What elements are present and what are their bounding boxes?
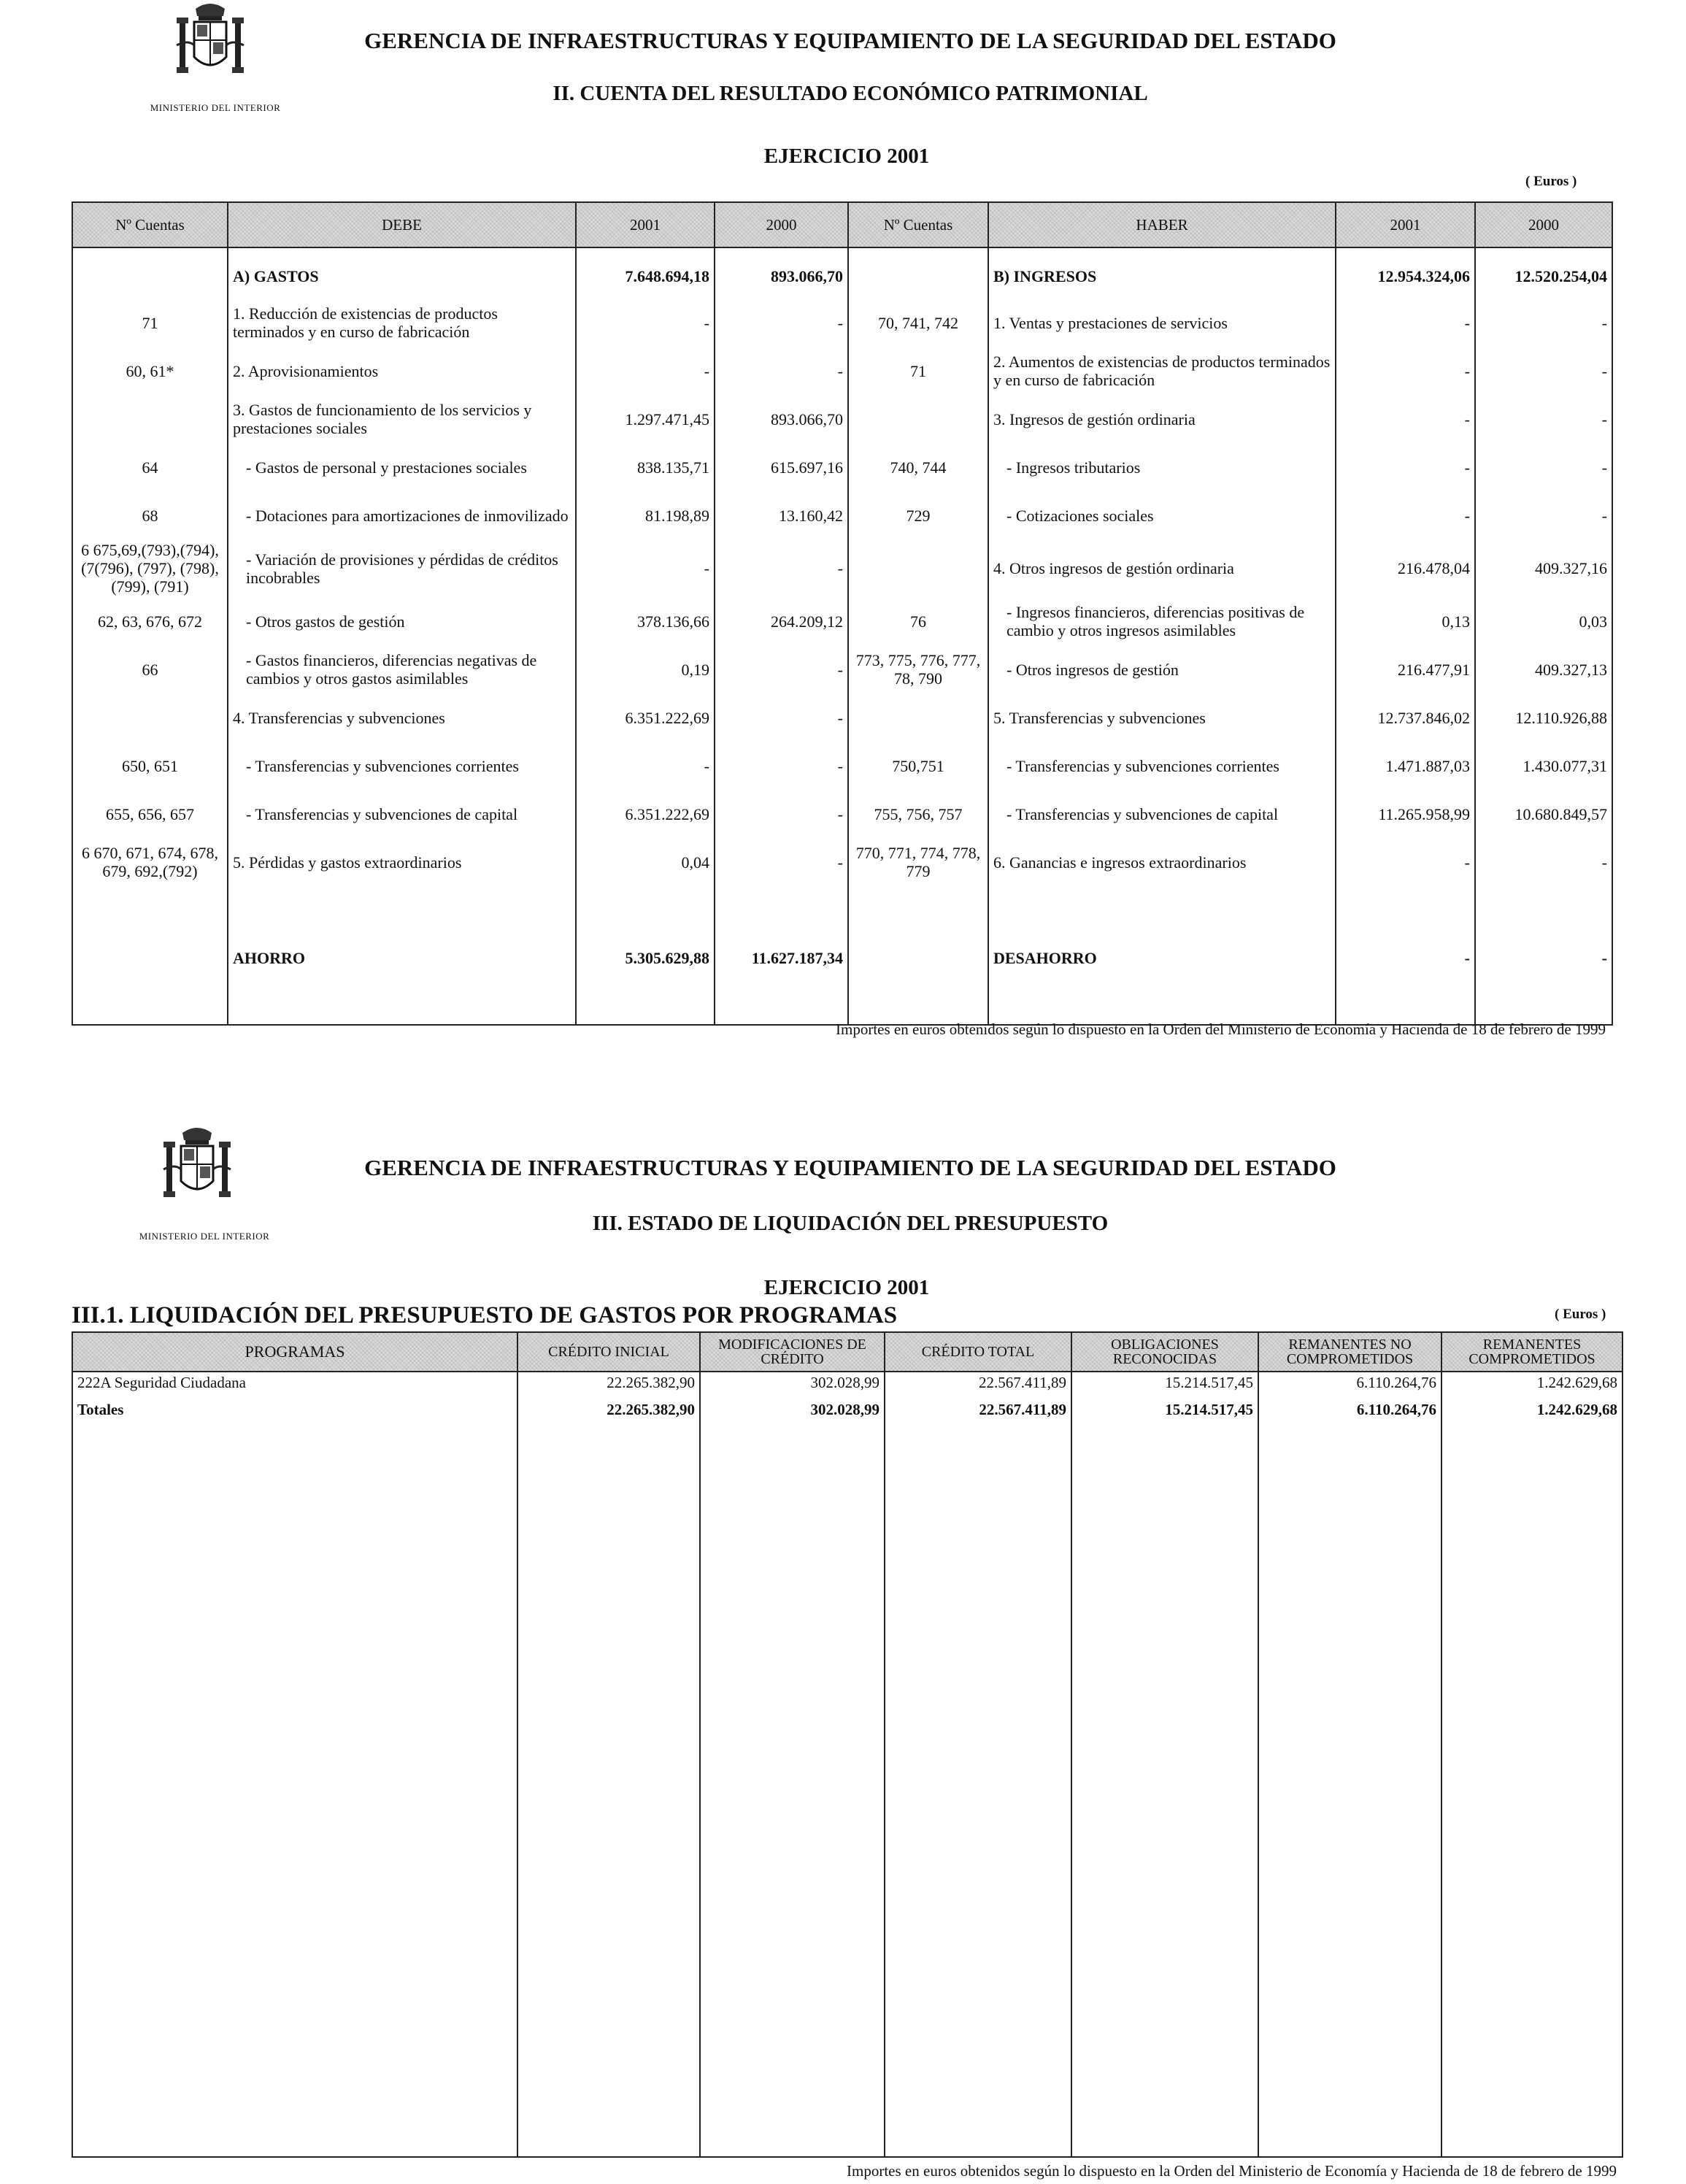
cell-debe-accounts <box>72 886 228 1025</box>
cell-debe-accounts: 62, 63, 676, 672 <box>72 597 228 645</box>
cell-haber-2001: - <box>1336 347 1475 395</box>
cell-debe-2000: 11.627.187,34 <box>715 886 848 1025</box>
cell-debe-2000: 893.066,70 <box>715 395 848 443</box>
section1-unit: ( Euros ) <box>1525 174 1577 189</box>
cell-haber-2000: 0,03 <box>1475 597 1612 645</box>
cell-haber-accounts: 770, 771, 774, 778, 779 <box>848 838 988 886</box>
cell-debe-concept: - Otros gastos de gestión <box>228 597 576 645</box>
cell-haber-concept: - Transferencias y subvenciones corrientes <box>988 742 1336 790</box>
cell-debe-accounts: 66 <box>72 645 228 693</box>
cell-debe-accounts <box>72 693 228 742</box>
cell-haber-concept: B) INGRESOS <box>988 247 1336 299</box>
cell-debe-concept: - Gastos de personal y prestaciones sociales <box>228 443 576 491</box>
cell-haber-2001: 12.954.324,06 <box>1336 247 1475 299</box>
table-row <box>72 838 1612 886</box>
table-row <box>72 491 1612 539</box>
col-header-obligaciones: OBLIGACIONES RECONOCIDAS <box>1071 1332 1258 1372</box>
coat-of-arms-emblem <box>166 0 254 91</box>
section2-exercise: EJERCICIO 2001 <box>763 1276 930 1299</box>
col-header-debe-2001: 2001 <box>576 202 715 247</box>
cell-debe-2001: 838.135,71 <box>576 443 715 491</box>
cell-debe-2000: - <box>715 347 848 395</box>
col-header-haber-2001: 2001 <box>1336 202 1475 247</box>
empty-cell <box>700 1427 885 2157</box>
cell-debe-concept: - Transferencias y subvenciones corrientes <box>228 742 576 790</box>
cell-debe-accounts: 60, 61* <box>72 347 228 395</box>
cell-debe-concept: A) GASTOS <box>228 247 576 299</box>
cell-debe-2001: - <box>576 539 715 597</box>
cell-haber-2001: 216.477,91 <box>1336 645 1475 693</box>
cell-haber-concept: - Ingresos tributarios <box>988 443 1336 491</box>
cell-programa: 222A Seguridad Ciudadana <box>72 1372 517 1399</box>
cell-haber-accounts <box>848 693 988 742</box>
cell-debe-2001: - <box>576 347 715 395</box>
table-row <box>72 539 1612 597</box>
cell-haber-2001: - <box>1336 491 1475 539</box>
empty-cell <box>1071 1427 1258 2157</box>
org-title: GERENCIA DE INFRAESTRUCTURAS Y EQUIPAMIENTO DE LA SEGURIDAD DEL ESTADO <box>364 1155 1336 1180</box>
coat-of-arms-emblem <box>153 1124 241 1215</box>
col-header-haber-accounts: Nº Cuentas <box>848 202 988 247</box>
cell-debe-2001: 81.198,89 <box>576 491 715 539</box>
table-row <box>72 1372 1623 1399</box>
table-row <box>72 790 1612 838</box>
cell-haber-accounts <box>848 247 988 299</box>
col-header-debe-accounts: Nº Cuentas <box>72 202 228 247</box>
col-header-programas: PROGRAMAS <box>72 1332 517 1372</box>
col-header-remanentes-comprometidos: REMANENTES COMPROMETIDOS <box>1441 1332 1623 1372</box>
table-row <box>72 299 1612 347</box>
cell-debe-accounts: 650, 651 <box>72 742 228 790</box>
cell-haber-concept: - Transferencias y subvenciones de capital <box>988 790 1336 838</box>
cell-debe-concept: 2. Aprovisionamientos <box>228 347 576 395</box>
cell-remanentes-comprometidos: 1.242.629,68 <box>1441 1399 1623 1427</box>
cell-haber-concept: - Cotizaciones sociales <box>988 491 1336 539</box>
cell-remanentes-no-comprometidos: 6.110.264,76 <box>1258 1372 1441 1399</box>
col-header-modificaciones: MODIFICACIONES DE CRÉDITO <box>700 1332 885 1372</box>
table-row <box>72 443 1612 491</box>
cell-haber-2000: 1.430.077,31 <box>1475 742 1612 790</box>
cell-haber-2001: - <box>1336 443 1475 491</box>
cell-haber-accounts <box>848 886 988 1025</box>
cell-haber-2001: - <box>1336 299 1475 347</box>
budget-liquidation-table <box>72 1331 1623 2158</box>
cell-obligaciones: 15.214.517,45 <box>1071 1399 1258 1427</box>
cell-debe-accounts <box>72 395 228 443</box>
cell-debe-2000: - <box>715 539 848 597</box>
result-account-table <box>72 201 1613 1026</box>
cell-haber-concept: 5. Transferencias y subvenciones <box>988 693 1336 742</box>
cell-debe-2001: 7.648.694,18 <box>576 247 715 299</box>
section1-footnote: Importes en euros obtenidos según lo dispuesto en la Orden del Ministerio de Economía y Hacienda de 18 de febrero de 1999 <box>836 1020 1606 1038</box>
cell-credito-total: 22.567.411,89 <box>885 1399 1071 1427</box>
cell-haber-accounts <box>848 539 988 597</box>
cell-debe-concept: 1. Reducción de existencias de productos terminados y en curso de fabricación <box>228 299 576 347</box>
col-header-debe-2000: 2000 <box>715 202 848 247</box>
cell-haber-2000: - <box>1475 886 1612 1025</box>
cell-debe-2001: - <box>576 742 715 790</box>
col-header-haber-2000: 2000 <box>1475 202 1612 247</box>
table-row <box>72 347 1612 395</box>
cell-debe-accounts: 64 <box>72 443 228 491</box>
section2-title: III. ESTADO DE LIQUIDACIÓN DEL PRESUPUESTO <box>592 1212 1109 1235</box>
table-row <box>72 1399 1623 1427</box>
cell-haber-concept: - Otros ingresos de gestión <box>988 645 1336 693</box>
cell-debe-concept: - Gastos financieros, diferencias negativas de cambios y otros gastos asimilables <box>228 645 576 693</box>
section2-footnote: Importes en euros obtenidos según lo dispuesto en la Orden del Ministerio de Economía y Hacienda de 18 de febrero de 1999 <box>847 2162 1617 2180</box>
empty-cell <box>885 1427 1071 2157</box>
cell-haber-2001: - <box>1336 395 1475 443</box>
cell-debe-concept: 4. Transferencias y subvenciones <box>228 693 576 742</box>
col-header-haber: HABER <box>988 202 1336 247</box>
col-header-remanentes-no-comprometidos: REMANENTES NO COMPROMETIDOS <box>1258 1332 1441 1372</box>
cell-haber-concept: 6. Ganancias e ingresos extraordinarios <box>988 838 1336 886</box>
col-header-debe: DEBE <box>228 202 576 247</box>
cell-credito-inicial: 22.265.382,90 <box>517 1399 700 1427</box>
cell-haber-accounts <box>848 395 988 443</box>
ministry-label: MINISTERIO DEL INTERIOR <box>139 1231 270 1242</box>
col-header-credito-inicial: CRÉDITO INICIAL <box>517 1332 700 1372</box>
cell-debe-concept: - Transferencias y subvenciones de capital <box>228 790 576 838</box>
cell-haber-accounts: 70, 741, 742 <box>848 299 988 347</box>
cell-debe-accounts: 6 670, 671, 674, 678, 679, 692,(792) <box>72 838 228 886</box>
section2-unit: ( Euros ) <box>1555 1307 1606 1322</box>
cell-debe-2000: - <box>715 299 848 347</box>
table-filler-row <box>72 1427 1623 2157</box>
cell-debe-2000: - <box>715 693 848 742</box>
cell-debe-2000: - <box>715 838 848 886</box>
cell-debe-concept: AHORRO <box>228 886 576 1025</box>
cell-debe-2001: 5.305.629,88 <box>576 886 715 1025</box>
cell-haber-accounts: 773, 775, 776, 777, 78, 790 <box>848 645 988 693</box>
cell-debe-concept: 5. Pérdidas y gastos extraordinarios <box>228 838 576 886</box>
cell-debe-2000: 893.066,70 <box>715 247 848 299</box>
table-row <box>72 395 1612 443</box>
cell-remanentes-comprometidos: 1.242.629,68 <box>1441 1372 1623 1399</box>
cell-haber-2000: - <box>1475 347 1612 395</box>
cell-haber-2001: - <box>1336 838 1475 886</box>
cell-haber-concept: - Ingresos financieros, diferencias positivas de cambio y otros ingresos asimilables <box>988 597 1336 645</box>
cell-haber-2001: 1.471.887,03 <box>1336 742 1475 790</box>
col-header-credito-total: CRÉDITO TOTAL <box>885 1332 1071 1372</box>
table-row <box>72 742 1612 790</box>
empty-cell <box>517 1427 700 2157</box>
cell-haber-2000: - <box>1475 395 1612 443</box>
table-row <box>72 886 1612 1025</box>
cell-debe-2001: 378.136,66 <box>576 597 715 645</box>
cell-remanentes-no-comprometidos: 6.110.264,76 <box>1258 1399 1441 1427</box>
cell-debe-2001: 6.351.222,69 <box>576 790 715 838</box>
cell-haber-2000: 12.520.254,04 <box>1475 247 1612 299</box>
cell-haber-accounts: 740, 744 <box>848 443 988 491</box>
empty-cell <box>1441 1427 1623 2157</box>
table-row <box>72 597 1612 645</box>
cell-modificaciones: 302.028,99 <box>700 1399 885 1427</box>
section2-subtitle: III.1. LIQUIDACIÓN DEL PRESUPUESTO DE GASTOS POR PROGRAMAS <box>72 1302 898 1329</box>
cell-haber-accounts: 729 <box>848 491 988 539</box>
cell-obligaciones: 15.214.517,45 <box>1071 1372 1258 1399</box>
cell-debe-2000: - <box>715 790 848 838</box>
cell-haber-2000: - <box>1475 491 1612 539</box>
cell-credito-inicial: 22.265.382,90 <box>517 1372 700 1399</box>
cell-debe-2001: 6.351.222,69 <box>576 693 715 742</box>
cell-debe-2000: 264.209,12 <box>715 597 848 645</box>
table-header-row <box>72 202 1612 247</box>
cell-haber-concept: 3. Ingresos de gestión ordinaria <box>988 395 1336 443</box>
cell-debe-2000: - <box>715 742 848 790</box>
ministry-label: MINISTERIO DEL INTERIOR <box>150 102 281 113</box>
cell-haber-concept: 1. Ventas y prestaciones de servicios <box>988 299 1336 347</box>
cell-haber-2001: 0,13 <box>1336 597 1475 645</box>
cell-debe-2001: - <box>576 299 715 347</box>
table-row <box>72 645 1612 693</box>
cell-debe-concept: - Variación de provisiones y pérdidas de créditos incobrables <box>228 539 576 597</box>
cell-haber-2001: - <box>1336 886 1475 1025</box>
cell-haber-accounts: 76 <box>848 597 988 645</box>
cell-haber-accounts: 755, 756, 757 <box>848 790 988 838</box>
cell-debe-2000: 13.160,42 <box>715 491 848 539</box>
cell-haber-concept: DESAHORRO <box>988 886 1336 1025</box>
cell-haber-concept: 2. Aumentos de existencias de productos terminados y en curso de fabricación <box>988 347 1336 395</box>
cell-debe-accounts: 655, 656, 657 <box>72 790 228 838</box>
cell-haber-accounts: 71 <box>848 347 988 395</box>
cell-programa: Totales <box>72 1399 517 1427</box>
empty-cell <box>72 1427 517 2157</box>
cell-debe-accounts <box>72 247 228 299</box>
cell-debe-concept: - Dotaciones para amortizaciones de inmovilizado <box>228 491 576 539</box>
table-row <box>72 247 1612 299</box>
empty-cell <box>1258 1427 1441 2157</box>
cell-debe-2001: 0,19 <box>576 645 715 693</box>
cell-debe-2001: 0,04 <box>576 838 715 886</box>
cell-haber-2000: 10.680.849,57 <box>1475 790 1612 838</box>
cell-debe-accounts: 68 <box>72 491 228 539</box>
cell-haber-2000: - <box>1475 299 1612 347</box>
cell-haber-2001: 11.265.958,99 <box>1336 790 1475 838</box>
cell-haber-2000: 409.327,13 <box>1475 645 1612 693</box>
cell-credito-total: 22.567.411,89 <box>885 1372 1071 1399</box>
cell-debe-concept: 3. Gastos de funcionamiento de los servicios y prestaciones sociales <box>228 395 576 443</box>
cell-debe-2000: 615.697,16 <box>715 443 848 491</box>
cell-debe-2000: - <box>715 645 848 693</box>
cell-haber-2000: 12.110.926,88 <box>1475 693 1612 742</box>
cell-debe-accounts: 6 675,69,(793),(794), (7(796), (797), (798), (799), (791) <box>72 539 228 597</box>
org-title: GERENCIA DE INFRAESTRUCTURAS Y EQUIPAMIENTO DE LA SEGURIDAD DEL ESTADO <box>364 28 1336 53</box>
section1-title: II. CUENTA DEL RESULTADO ECONÓMICO PATRIMONIAL <box>553 82 1148 105</box>
cell-haber-2000: - <box>1475 838 1612 886</box>
cell-haber-2000: - <box>1475 443 1612 491</box>
cell-haber-accounts: 750,751 <box>848 742 988 790</box>
section1-exercise: EJERCICIO 2001 <box>763 145 930 168</box>
cell-haber-concept: 4. Otros ingresos de gestión ordinaria <box>988 539 1336 597</box>
cell-haber-2000: 409.327,16 <box>1475 539 1612 597</box>
cell-debe-2001: 1.297.471,45 <box>576 395 715 443</box>
cell-debe-accounts: 71 <box>72 299 228 347</box>
cell-haber-2001: 216.478,04 <box>1336 539 1475 597</box>
cell-modificaciones: 302.028,99 <box>700 1372 885 1399</box>
table-header-row <box>72 1332 1623 1372</box>
table-row <box>72 693 1612 742</box>
cell-haber-2001: 12.737.846,02 <box>1336 693 1475 742</box>
